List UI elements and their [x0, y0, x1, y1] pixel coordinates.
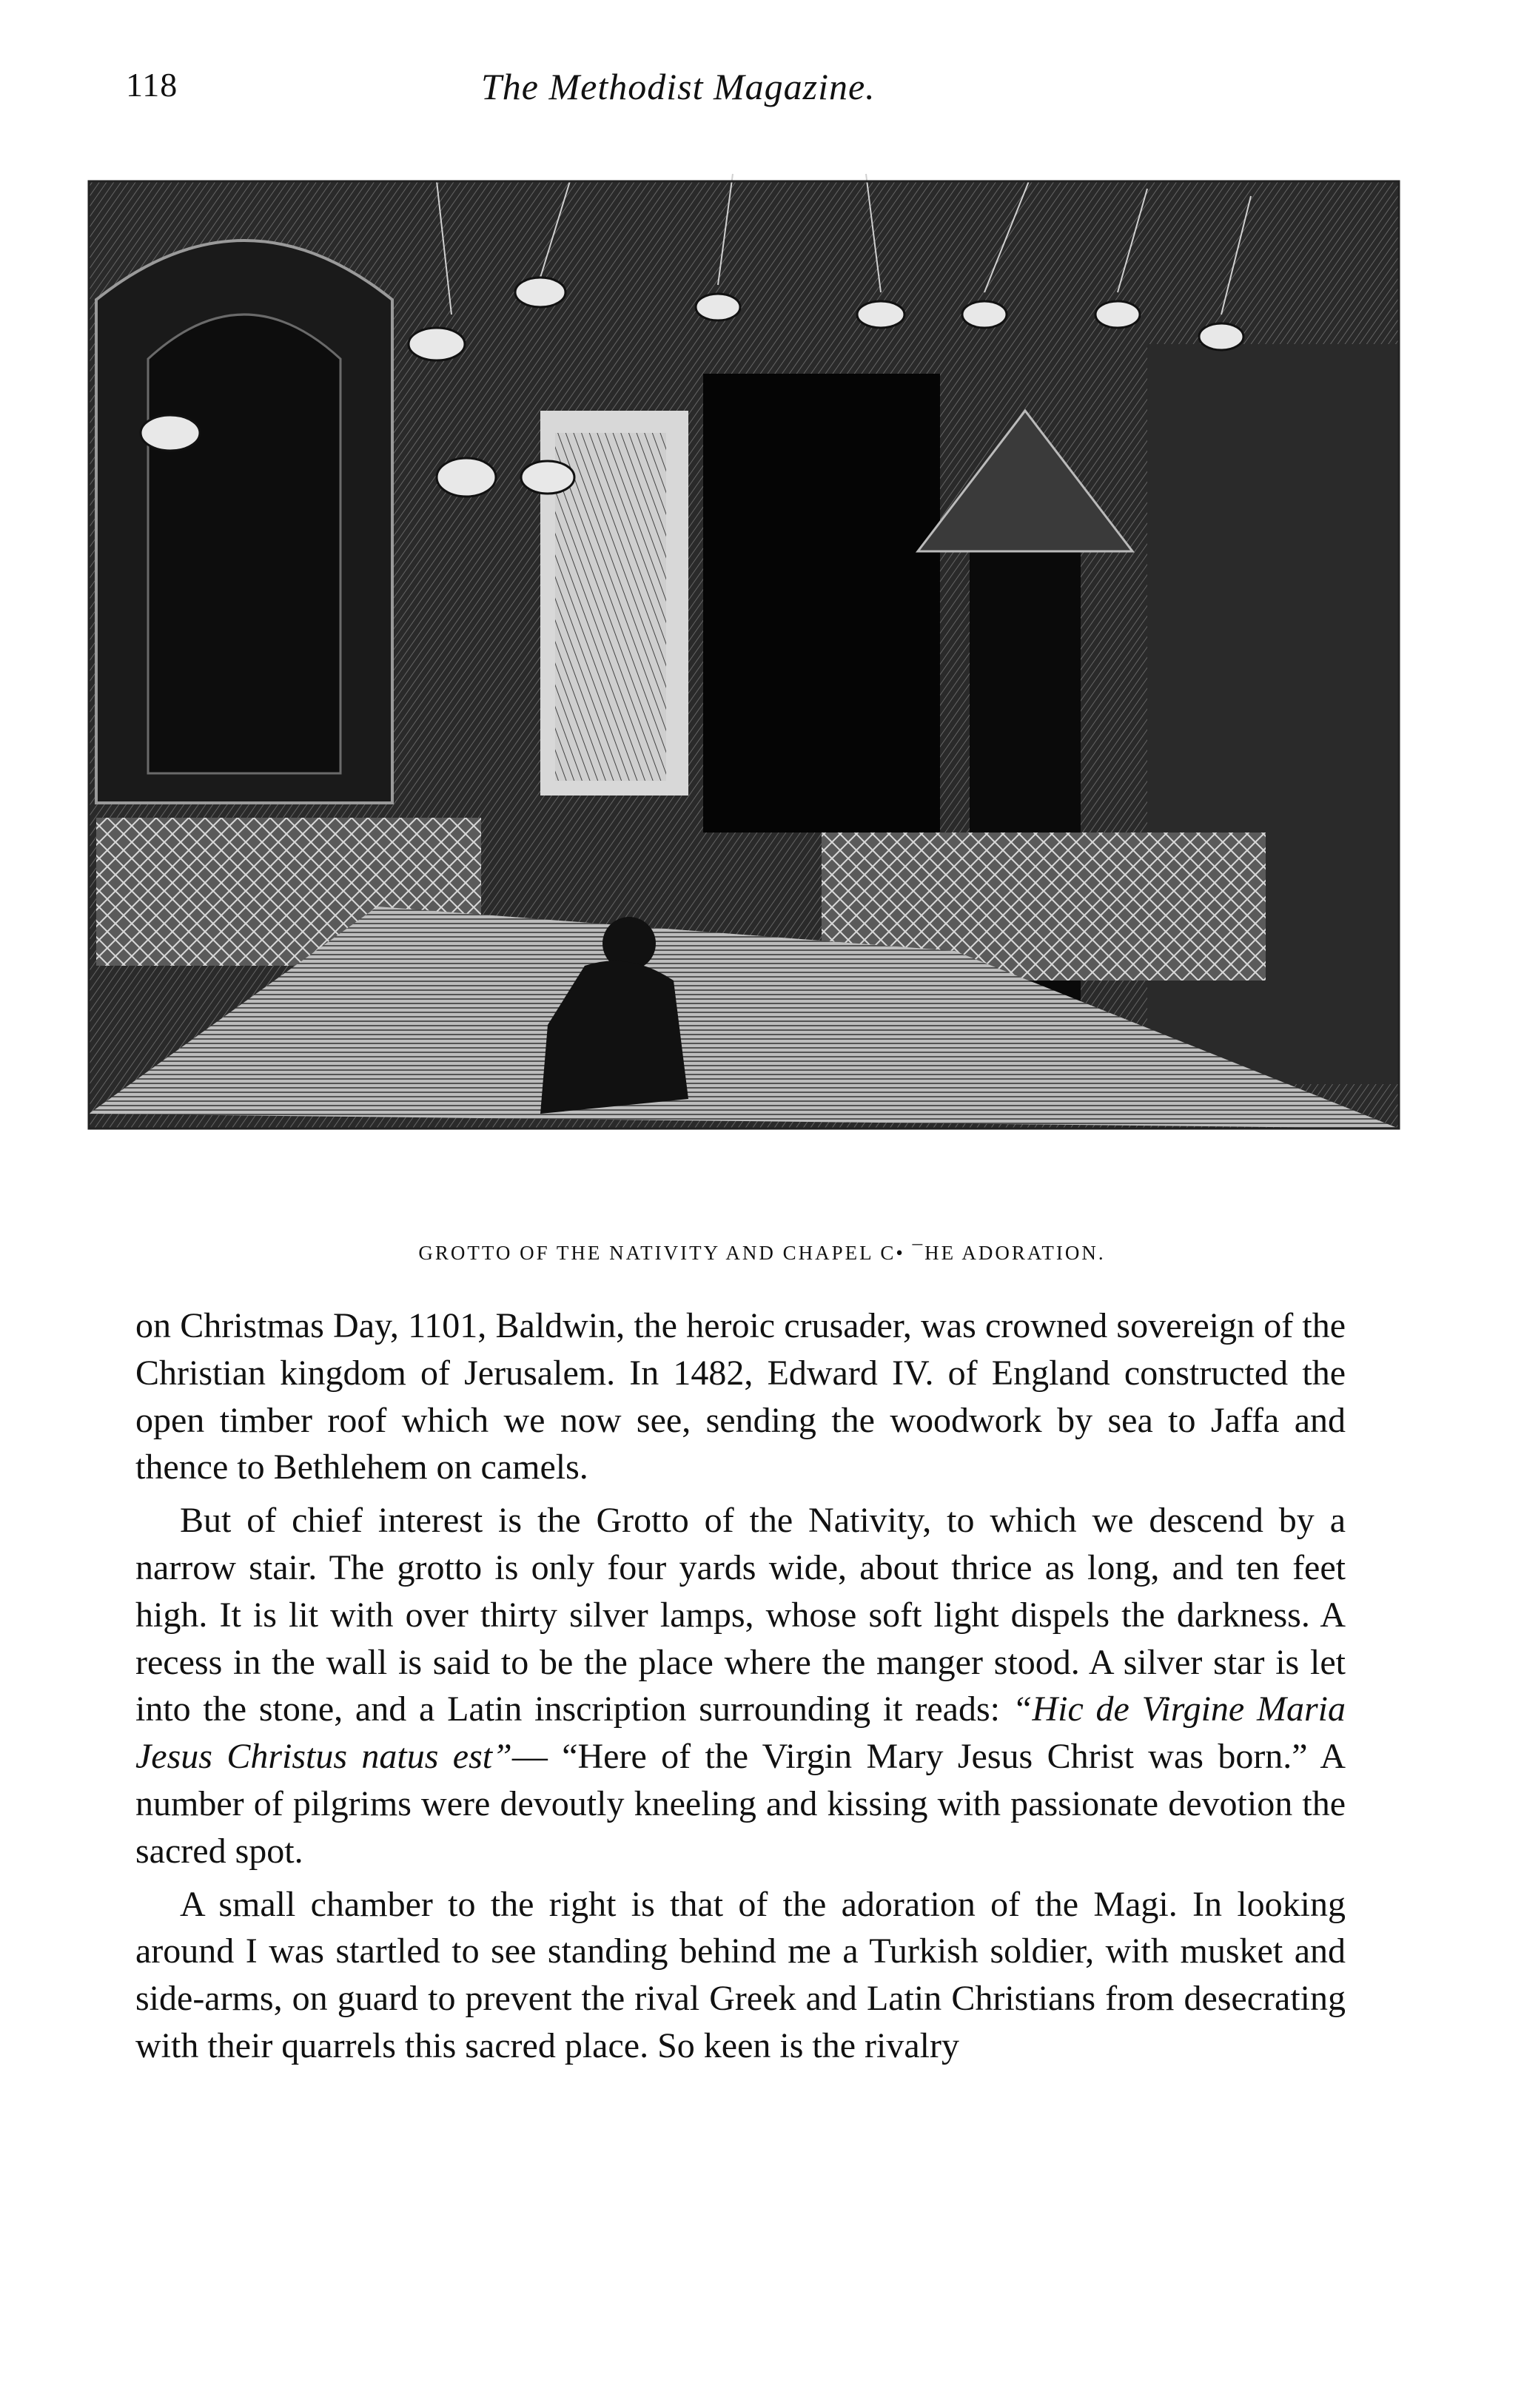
article-body: [135, 1302, 1346, 2076]
paragraph-2-text: But of chief interest is the Grotto of the Nativity, to which we descend by a narrow stair. The grotto is only four yards wide, about thrice as long, and ten feet high. It is lit with over thirty silver lamps, whose soft light dispels the darkness. A recess in the wall is said to be the place where the manger stood. A silver star is let into the stone, and a Latin inscription surrounding it reads:: [135, 1501, 1346, 1729]
running-title: The Methodist Magazine.: [481, 66, 876, 107]
paragraph-2-continuation: — “Here of the Virgin Mary Jesus Christ was born.” A number of pilgrims were devoutly kneeling and kissing with passionate devotion the sacred spot.: [135, 1737, 1346, 1871]
figure-caption: GROTTO OF THE NATIVITY AND CHAPEL C• ¯HE ADORATION.: [418, 1242, 1106, 1264]
page-number: 118: [126, 66, 178, 104]
paragraph-3: A small chamber to the right is that of the adoration of the Magi. In looking around I was startled to see standing behind me a Turkish soldier, with musket and side-arms, on guard to prevent the rival Greek and Latin Christians from desecrating with their quarrels this sacred place. So keen is the rivalry: [135, 1884, 1346, 2065]
latin-inscription: “Hic de Virgine Maria Jesus Christus natus est”: [135, 1689, 1346, 1777]
paragraph-2: [135, 1497, 1346, 1874]
paragraph-1: on Christmas Day, 1101, Baldwin, the heroic crusader, was crowned sovereign of the Christian kingdom of Jerusalem. In 1482, Edward IV. of England constructed the open timber roof which we now see, sending the woodwork by sea to Jaffa and thence to Bethlehem on camels.: [135, 1306, 1346, 1487]
page-header: [126, 65, 1347, 117]
engraving-illustration: [67, 167, 1421, 1217]
grotto-engraving: [67, 167, 1421, 1217]
